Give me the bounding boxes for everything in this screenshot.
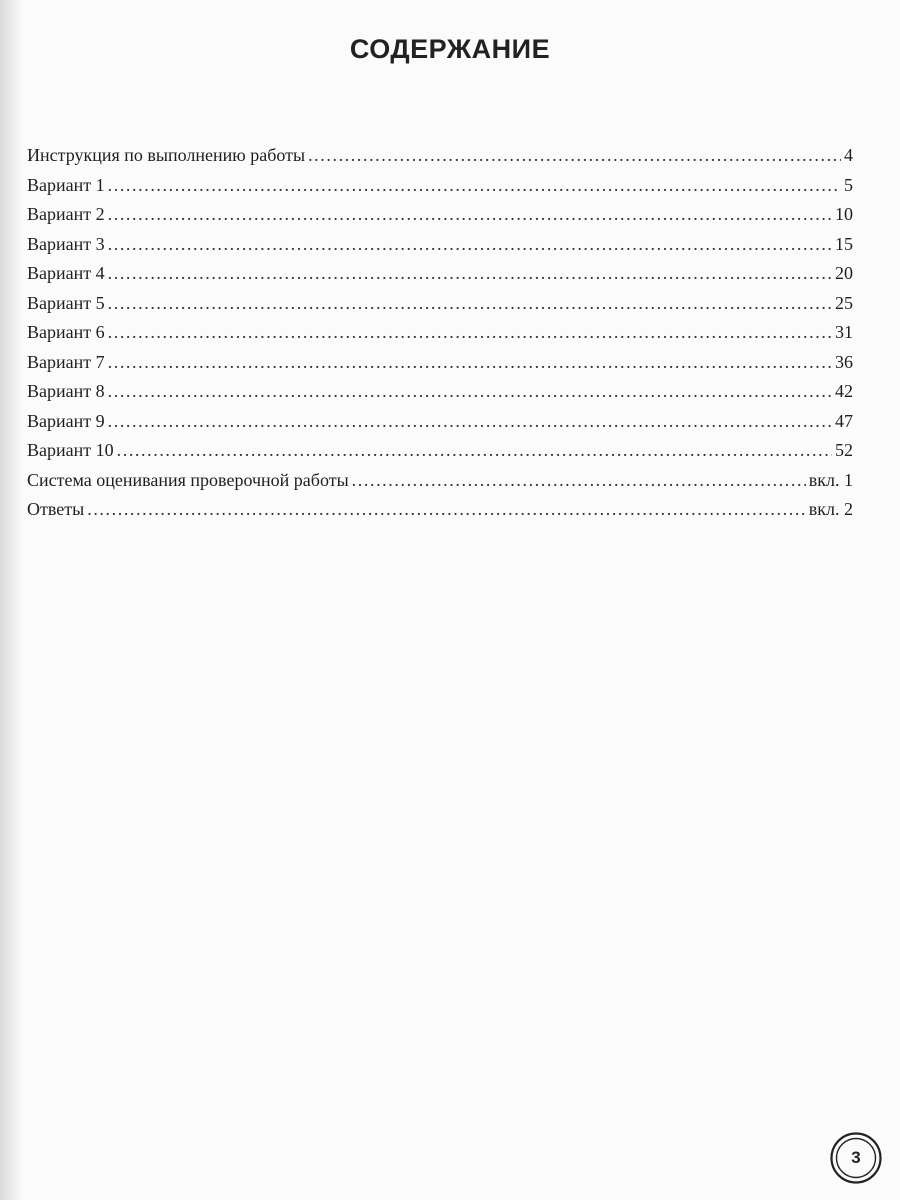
toc-entry-page: 25	[835, 292, 853, 313]
toc-entry-variant-5	[27, 289, 853, 319]
toc-leader-dots	[108, 318, 832, 348]
toc-entry-variant-10	[27, 436, 853, 466]
toc-entry-page: 15	[835, 233, 853, 254]
toc-leader-dots	[87, 495, 806, 525]
page-title: СОДЕРЖАНИЕ	[349, 34, 551, 64]
toc-entry-variant-9	[27, 407, 853, 437]
toc-entry-instructions	[27, 141, 853, 171]
toc-entry-page: 31	[835, 322, 853, 342]
toc-entry-label: Вариант 10	[27, 440, 114, 460]
toc-entry-variant-7	[27, 348, 853, 378]
toc-entry-label: Вариант 8	[27, 381, 105, 401]
toc-leader-dots	[308, 141, 841, 171]
toc-entry-label: Вариант 4	[27, 263, 105, 283]
toc-leader-dots	[108, 289, 832, 319]
toc-leader-dots	[108, 200, 832, 230]
toc-entry-variant-4	[27, 259, 853, 289]
toc-entry-label: Вариант 3	[27, 233, 105, 254]
toc-entry-label: Вариант 1	[27, 174, 105, 195]
toc-entry-page: 4	[844, 145, 853, 165]
toc-entry-label: Вариант 7	[27, 351, 105, 372]
page-binding-shadow	[0, 0, 22, 1200]
toc-entry-page: 36	[835, 351, 853, 372]
toc-leader-dots	[117, 436, 832, 466]
toc-leader-dots	[108, 230, 832, 260]
toc-entry-variant-3	[27, 230, 853, 260]
toc-entry-label: Вариант 2	[27, 204, 105, 224]
toc-leader-dots	[108, 348, 832, 378]
toc-leader-dots	[108, 377, 832, 407]
toc-entry-page: 52	[835, 440, 853, 460]
toc-entry-page: 10	[835, 204, 853, 224]
toc-entry-page: 42	[835, 381, 853, 401]
toc-entry-label: Вариант 5	[27, 292, 105, 313]
toc-entry-page: 47	[835, 410, 853, 431]
toc-entry-page: вкл. 1	[808, 469, 853, 490]
toc-entry-label: Система оценивания проверочной работы	[27, 469, 349, 490]
toc-leader-dots	[108, 259, 832, 289]
toc-entry-label: Вариант 6	[27, 322, 105, 342]
toc-entry-page: 5	[844, 174, 853, 195]
toc-entry-variant-6	[27, 318, 853, 348]
toc-leader-dots	[108, 407, 832, 437]
toc-entry-variant-2	[27, 200, 853, 230]
toc-entry-page: 20	[835, 263, 853, 283]
table-of-contents	[27, 141, 853, 525]
toc-leader-dots	[352, 466, 806, 496]
toc-entry-label: Вариант 9	[27, 410, 105, 431]
page-number-badge	[829, 1131, 883, 1185]
toc-entry-answers	[27, 495, 853, 525]
toc-entry-variant-1	[27, 171, 853, 201]
page-number: 3	[851, 1148, 861, 1167]
toc-entry-label: Инструкция по выполнению работы	[27, 145, 306, 165]
toc-entry-label: Ответы	[27, 499, 85, 519]
toc-entry-variant-8	[27, 377, 853, 407]
toc-leader-dots	[108, 171, 841, 201]
toc-entry-grading-system	[27, 466, 853, 496]
toc-entry-page: вкл. 2	[808, 499, 853, 519]
